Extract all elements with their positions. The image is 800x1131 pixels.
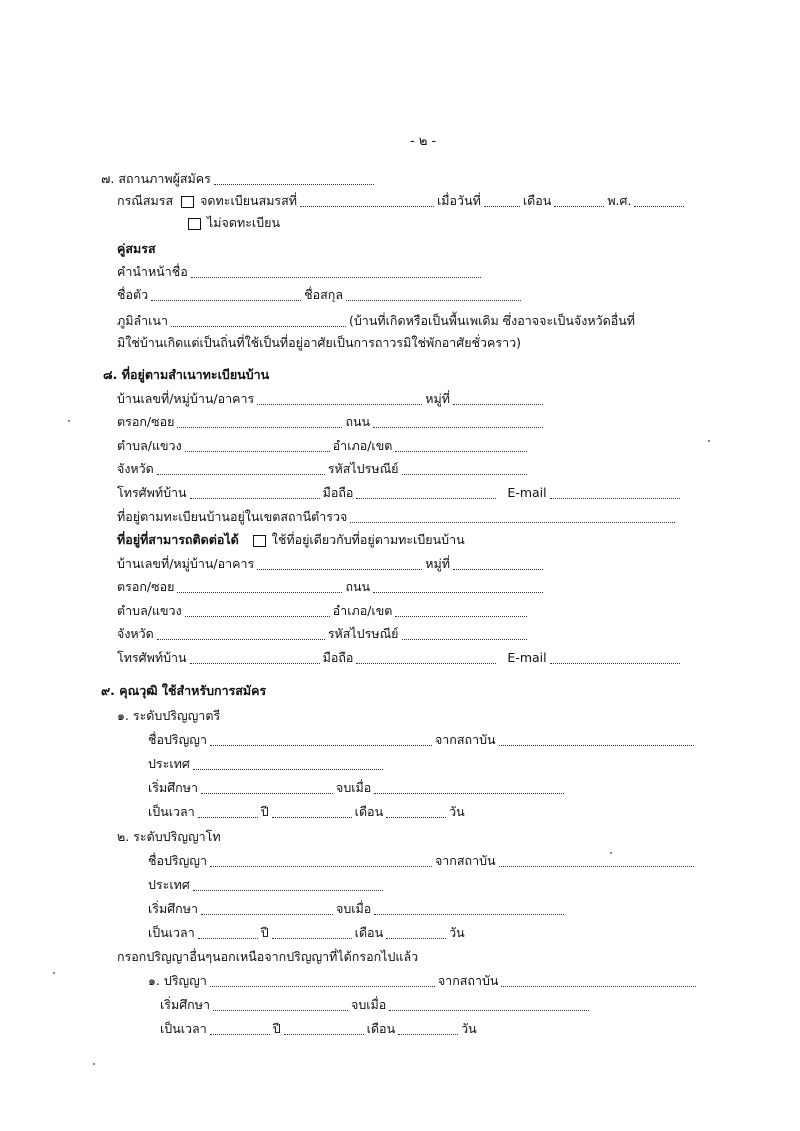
registered-checkbox[interactable] xyxy=(181,196,194,208)
contact-title: ที่อยู่ที่สามารถติดต่อได้ xyxy=(117,532,239,547)
contact-phone-row xyxy=(117,649,683,667)
master-country-field[interactable] xyxy=(193,886,383,891)
section-7-title-row xyxy=(101,170,377,188)
not-registered-checkbox[interactable] xyxy=(188,218,201,230)
master-duration-label: เป็นเวลา xyxy=(148,925,195,940)
reg-subdistrict-row xyxy=(117,437,530,455)
contact-mobile-field[interactable] xyxy=(356,659,496,664)
contact-email-field[interactable] xyxy=(550,659,680,664)
master-title-row xyxy=(117,828,221,846)
reg-home-phone-field[interactable] xyxy=(190,494,320,499)
master-country-label: ประเทศ xyxy=(148,877,190,892)
other-degree-field[interactable] xyxy=(210,982,435,987)
spouse-prefix-field[interactable] xyxy=(191,273,481,278)
scan-speck xyxy=(93,1063,95,1065)
contact-moo-label: หมู่ที่ xyxy=(425,556,450,571)
bachelor-months-label: เดือน xyxy=(354,804,384,819)
police-area-label: ที่อยู่ตามทะเบียนบ้านอยู่ในเขตสถานีตำรวจ xyxy=(117,509,348,524)
hometown-field[interactable] xyxy=(171,322,346,327)
police-area-field[interactable] xyxy=(350,518,675,523)
master-years-field[interactable] xyxy=(198,934,258,939)
reg-soi-row xyxy=(117,413,546,431)
bachelor-institution-field[interactable] xyxy=(499,741,694,746)
bachelor-country-row xyxy=(148,755,386,773)
bachelor-title-row xyxy=(117,707,220,725)
bachelor-title: ๑. ระดับปริญญาตรี xyxy=(117,708,221,723)
section-8-title: ๘. ที่อยู่ตามสำเนาทะเบียนบ้าน xyxy=(103,367,270,382)
master-finish-field[interactable] xyxy=(374,910,564,915)
district-label: อำเภอ/เขต xyxy=(332,438,393,453)
hometown-row xyxy=(117,312,635,330)
not-registered-label: ไม่จดทะเบียน xyxy=(207,215,280,230)
reg-soi-field[interactable] xyxy=(177,423,342,428)
soi-label: ตรอก/ซอย xyxy=(117,414,175,429)
police-row xyxy=(117,508,678,526)
province-label: จังหวัด xyxy=(117,461,154,476)
home-phone-label: โทรศัพท์บ้าน xyxy=(117,485,187,500)
other-degree-title: กรอกปริญญาอื่นๆนอกเหนือจากปริญญาที่ได้กรอกไปแล้ว xyxy=(117,949,419,964)
scan-speck xyxy=(53,972,55,974)
other-institution-field[interactable] xyxy=(501,982,696,987)
bachelor-degree-row xyxy=(148,731,697,749)
other-months-label: เดือน xyxy=(366,1021,396,1036)
other-start-label: เริ่มศึกษา xyxy=(160,997,210,1012)
master-degree-field[interactable] xyxy=(210,862,432,867)
section-9-title: ๙. คุณวุฒิ ใช้สำหรับการสมัคร xyxy=(101,683,267,698)
first-name-label: ชื่อตัว xyxy=(117,287,149,302)
other-duration-label: เป็นเวลา xyxy=(160,1021,207,1036)
section-8-title-row xyxy=(103,366,269,384)
road-label: ถนน xyxy=(345,414,371,429)
reg-province-row xyxy=(117,460,530,478)
other-days-label: วัน xyxy=(461,1021,477,1036)
marriage-year-field[interactable] xyxy=(634,202,684,207)
other-degree-row xyxy=(148,972,699,990)
marriage-month-field[interactable] xyxy=(554,202,604,207)
other-degree-label: ๑. ปริญญา xyxy=(148,973,207,988)
master-country-row xyxy=(148,876,386,894)
other-finish-field[interactable] xyxy=(389,1006,589,1011)
reg-moo-field[interactable] xyxy=(453,400,543,405)
hometown-note-row xyxy=(117,334,521,352)
marital-status-field[interactable] xyxy=(214,180,374,185)
page-number: - ๒ - xyxy=(410,134,437,149)
reg-district-field[interactable] xyxy=(395,447,527,452)
bachelor-period-row xyxy=(148,779,567,797)
master-degree-row xyxy=(148,852,697,870)
bachelor-duration-label: เป็นเวลา xyxy=(148,804,195,819)
spouse-name-row xyxy=(117,286,524,304)
contact-moo-field[interactable] xyxy=(453,565,543,570)
scan-speck xyxy=(610,852,612,854)
hometown-label: ภูมิลำเนา xyxy=(117,313,168,328)
master-start-field[interactable] xyxy=(201,910,333,915)
spouse-title-row xyxy=(117,240,156,258)
master-institution-label: จากสถาบัน xyxy=(434,853,496,868)
master-days-field[interactable] xyxy=(386,934,446,939)
master-finish-label: จบเมื่อ xyxy=(336,901,372,916)
contact-district-field[interactable] xyxy=(395,612,527,617)
contact-postcode-field[interactable] xyxy=(402,635,527,640)
master-title: ๒. ระดับปริญญาโท xyxy=(117,829,221,844)
contact-house-row xyxy=(117,555,546,573)
master-degree-label: ชื่อปริญญา xyxy=(148,853,207,868)
year-label: พ.ศ. xyxy=(607,193,632,208)
married-row xyxy=(117,192,687,210)
contact-mobile-label: มือถือ xyxy=(322,650,354,665)
contact-postcode-label: รหัสไปรษณีย์ xyxy=(327,626,399,641)
other-years-field[interactable] xyxy=(210,1030,270,1035)
master-days-label: วัน xyxy=(449,925,465,940)
contact-house-no-field[interactable] xyxy=(257,565,422,570)
reg-house-row xyxy=(117,390,546,408)
bachelor-finish-field[interactable] xyxy=(374,789,564,794)
spouse-first-name-field[interactable] xyxy=(151,296,301,301)
contact-home-phone-label: โทรศัพท์บ้าน xyxy=(117,650,187,665)
house-no-label: บ้านเลขที่/หมู่บ้าน/อาคาร xyxy=(117,391,255,406)
section-7-title: ๗. สถานภาพผู้สมัคร xyxy=(101,171,211,186)
section-9-title-row xyxy=(101,682,266,700)
marriage-day-field[interactable] xyxy=(484,202,520,207)
bachelor-months-field[interactable] xyxy=(272,813,352,818)
contact-subdistrict-label: ตำบล/แขวง xyxy=(117,603,182,618)
master-months-label: เดือน xyxy=(354,925,384,940)
other-duration-row xyxy=(160,1020,477,1038)
same-address-checkbox[interactable] xyxy=(253,535,266,547)
spouse-title: คู่สมรส xyxy=(117,241,156,256)
same-address-label: ใช้ที่อยู่เดียวกับที่อยู่ตามทะเบียนบ้าน xyxy=(271,532,465,547)
contact-subdistrict-row xyxy=(117,602,530,620)
contact-soi-row xyxy=(117,578,546,596)
scan-speck xyxy=(68,420,70,422)
contact-province-label: จังหวัด xyxy=(117,626,154,641)
prefix-label: คำนำหน้าชื่อ xyxy=(117,264,188,279)
contact-road-field[interactable] xyxy=(373,588,543,593)
contact-house-no-label: บ้านเลขที่/หมู่บ้าน/อาคาร xyxy=(117,556,255,571)
postcode-label: รหัสไปรษณีย์ xyxy=(327,461,399,476)
contact-title-row xyxy=(117,531,465,549)
master-period-row xyxy=(148,900,567,918)
other-days-field[interactable] xyxy=(398,1030,458,1035)
reg-province-field[interactable] xyxy=(157,470,325,475)
on-date-label: เมื่อวันที่ xyxy=(437,193,481,208)
bachelor-days-field[interactable] xyxy=(386,813,446,818)
bachelor-days-label: วัน xyxy=(449,804,465,819)
contact-home-phone-field[interactable] xyxy=(190,659,320,664)
contact-soi-field[interactable] xyxy=(177,588,342,593)
bachelor-start-label: เริ่มศึกษา xyxy=(148,780,198,795)
subdistrict-label: ตำบล/แขวง xyxy=(117,438,182,453)
month-label: เดือน xyxy=(522,193,552,208)
reg-postcode-field[interactable] xyxy=(402,470,527,475)
other-years-label: ปี xyxy=(272,1021,281,1036)
bachelor-start-field[interactable] xyxy=(201,789,333,794)
other-start-field[interactable] xyxy=(213,1006,348,1011)
master-months-field[interactable] xyxy=(272,934,352,939)
bachelor-finish-label: จบเมื่อ xyxy=(336,780,372,795)
registered-label: จดทะเบียนสมรสที่ xyxy=(200,193,298,208)
reg-phone-row xyxy=(117,484,683,502)
scan-speck xyxy=(708,440,710,442)
bachelor-country-label: ประเทศ xyxy=(148,756,190,771)
moo-label: หมู่ที่ xyxy=(425,391,450,406)
bachelor-country-field[interactable] xyxy=(193,765,383,770)
contact-email-label: E-mail xyxy=(507,650,547,665)
spouse-last-name-field[interactable] xyxy=(346,296,521,301)
reg-house-no-field[interactable] xyxy=(257,400,422,405)
reg-road-field[interactable] xyxy=(373,423,543,428)
reg-email-field[interactable] xyxy=(550,494,680,499)
contact-province-row xyxy=(117,625,530,643)
master-years-label: ปี xyxy=(260,925,269,940)
email-label: E-mail xyxy=(507,485,547,500)
contact-subdistrict-field[interactable] xyxy=(185,612,330,617)
other-degree-title-row xyxy=(117,948,418,966)
hometown-note-1: (บ้านที่เกิดหรือเป็นพื้นเพเดิม ซึ่งอาจจะเป็นจังหวัดอื่นที่ xyxy=(349,313,636,328)
reg-mobile-field[interactable] xyxy=(356,494,496,499)
not-registered-row xyxy=(180,214,280,232)
bachelor-duration-row xyxy=(148,803,465,821)
mobile-label: มือถือ xyxy=(322,485,354,500)
registered-place-field[interactable] xyxy=(300,202,434,207)
bachelor-institution-label: จากสถาบัน xyxy=(434,732,496,747)
master-duration-row xyxy=(148,924,465,942)
reg-subdistrict-field[interactable] xyxy=(185,447,330,452)
master-institution-field[interactable] xyxy=(499,862,694,867)
other-finish-label: จบเมื่อ xyxy=(351,997,387,1012)
contact-province-field[interactable] xyxy=(157,635,325,640)
last-name-label: ชื่อสกุล xyxy=(304,287,343,302)
other-months-field[interactable] xyxy=(284,1030,364,1035)
contact-soi-label: ตรอก/ซอย xyxy=(117,579,175,594)
hometown-note-2: มิใช่บ้านเกิดแต่เป็นถิ่นที่ใช้เป็นที่อยู่อาศัยเป็นการถาวรมิใช่พักอาศัยชั่วคราว) xyxy=(117,335,522,350)
bachelor-degree-field[interactable] xyxy=(210,741,432,746)
bachelor-degree-label: ชื่อปริญญา xyxy=(148,732,207,747)
contact-road-label: ถนน xyxy=(345,579,371,594)
contact-district-label: อำเภอ/เขต xyxy=(332,603,393,618)
bachelor-years-field[interactable] xyxy=(198,813,258,818)
bachelor-years-label: ปี xyxy=(260,804,269,819)
master-start-label: เริ่มศึกษา xyxy=(148,901,198,916)
married-case-label: กรณีสมรส xyxy=(117,193,174,208)
spouse-prefix-row xyxy=(117,263,484,281)
other-institution-label: จากสถาบัน xyxy=(437,973,499,988)
other-period-row xyxy=(160,996,592,1014)
